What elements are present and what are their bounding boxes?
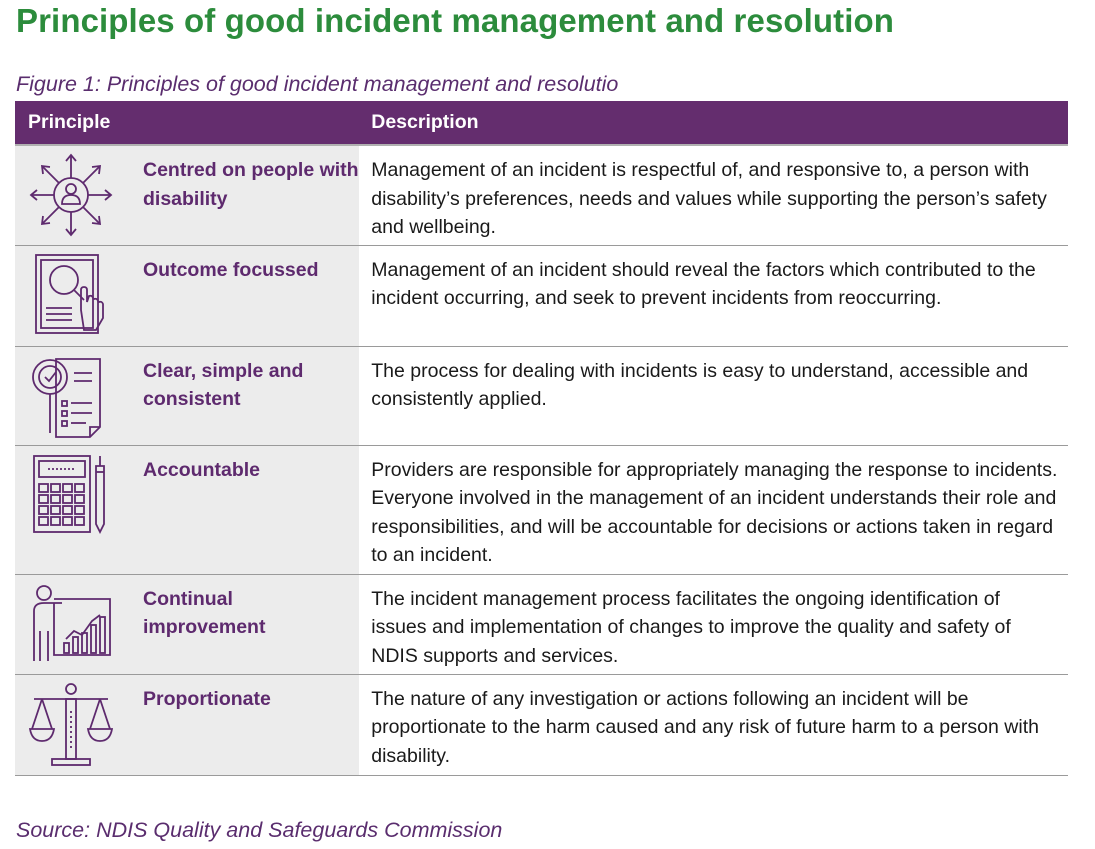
- principle-description: The process for dealing with incidents is easy to understand, accessible and consistently applied.: [371, 359, 1029, 410]
- principle-name: Continual improvement: [143, 587, 266, 638]
- principles-table: [15, 101, 1068, 776]
- principle-description: Management of an incident should reveal the factors which contributed to the incident occurring, and seek to prevent incidents from reoccurring.: [371, 258, 1036, 309]
- scales-icon: [15, 675, 127, 767]
- principle-name: Centred on people with disability: [143, 159, 359, 210]
- page-title: Principles of good incident management and resolution: [16, 2, 895, 39]
- principle-cell: [15, 674, 359, 775]
- principle-column-header: Principle: [15, 101, 359, 145]
- table-row: [15, 145, 1068, 245]
- principle-name: Accountable: [143, 458, 261, 481]
- document-magnifier-icon: [15, 246, 127, 338]
- principle-cell: [15, 145, 359, 245]
- principle-name: Outcome focussed: [143, 258, 319, 281]
- source-note: Source: NDIS Quality and Safeguards Commission: [16, 818, 503, 842]
- table-row: [15, 674, 1068, 775]
- table-row: [15, 245, 1068, 346]
- principle-cell: [15, 245, 359, 346]
- table-header-row: [15, 101, 1068, 145]
- principle-name: Proportionate: [143, 687, 271, 710]
- principle-name: Clear, simple and consistent: [143, 359, 304, 410]
- principle-description: Management of an incident is respectful of, and responsive to, a person with disability’s preferences, needs and values while supporting the person’s safety and wellbeing.: [371, 159, 1047, 238]
- calculator-pencil-icon: [15, 446, 127, 538]
- principle-cell: [15, 445, 359, 574]
- figure-caption: Figure 1: Principles of good incident management and resolutio: [16, 72, 619, 96]
- principle-cell: [15, 346, 359, 445]
- checklist-magnifier-icon: [15, 347, 127, 439]
- table-row: [15, 445, 1068, 574]
- people-centred-icon: [15, 146, 127, 238]
- principle-description: The nature of any investigation or actions following an incident will be proportionate to the harm caused and any risk of future harm to a person with disability.: [371, 687, 1039, 767]
- table-row: [15, 346, 1068, 445]
- principle-description: Providers are responsible for appropriately managing the response to incidents. Everyone involved in the management of an incident understands their role and responsibilities, and will be accountable for decisions or actions taken in regard to an incident.: [371, 458, 1058, 566]
- principle-description: The incident management process facilitates the ongoing identification of issues and implementation of changes to improve the quality and safety of NDIS supports and services.: [371, 587, 1011, 667]
- principle-cell: [15, 574, 359, 674]
- presenter-chart-icon: [15, 575, 127, 667]
- table-row: [15, 574, 1068, 674]
- description-column-header: Description: [359, 101, 1068, 145]
